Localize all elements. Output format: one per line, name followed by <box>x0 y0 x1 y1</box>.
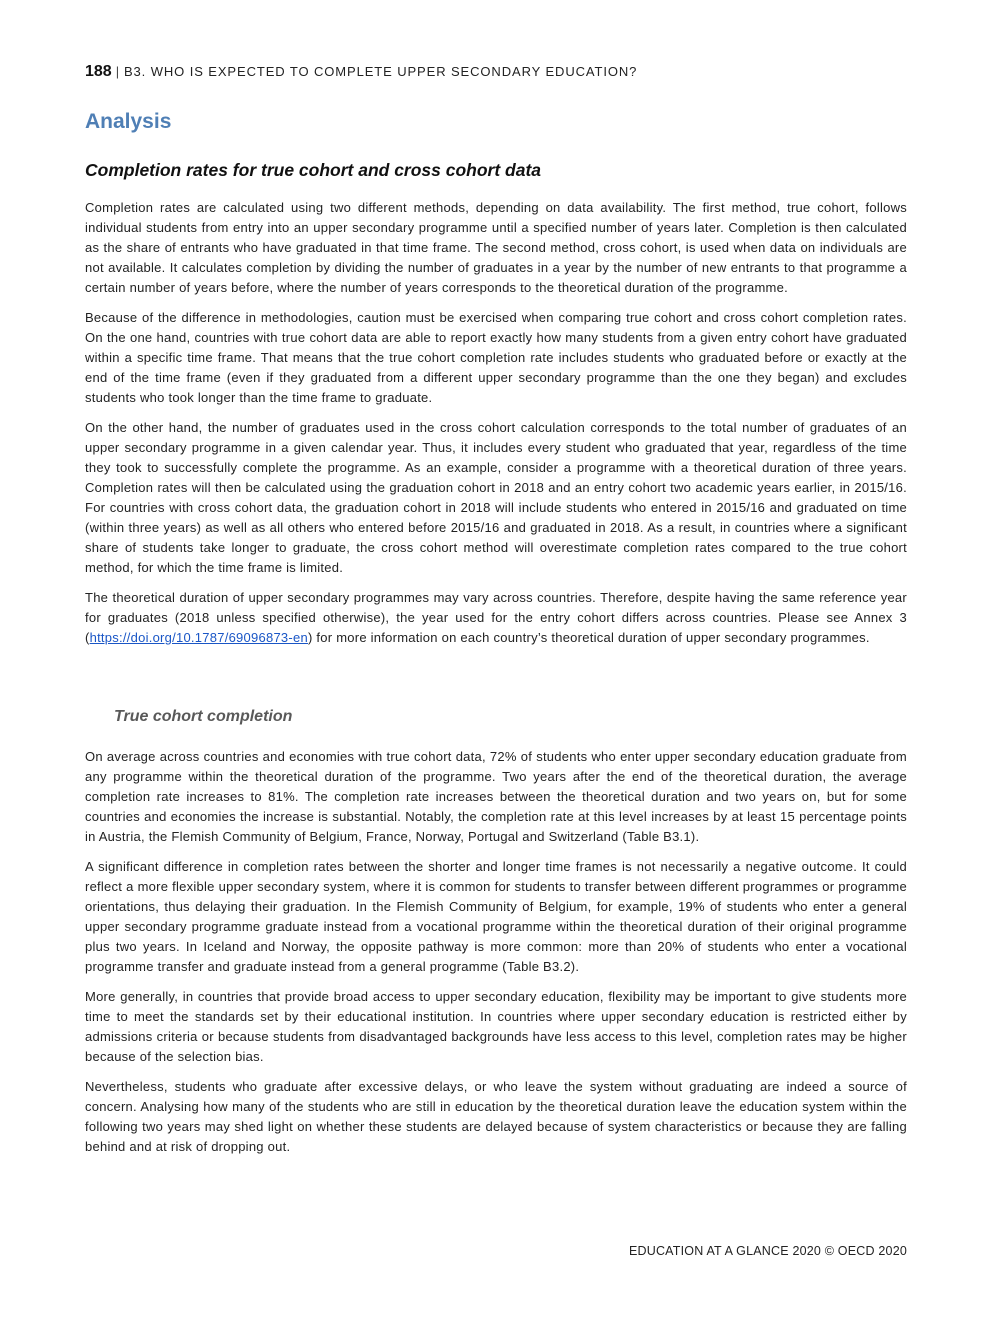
subheading-completion-rates: Completion rates for true cohort and cross cohort data <box>85 160 542 180</box>
paragraph: On average across countries and economies with true cohort data, 72% of students who enter upper secondary education graduate from any programme within the theoretical duration of the programme. Two years after the end of the theoretical duration, the average completion rate increases to 81%. The completion rate increases between the theoretical duration and two years on, but for some countries and economies the increase is substantial. Notably, the completion rate at this level increases by at least 15 percentage points in Austria, the Flemish Community of Belgium, France, Norway, Portugal and Switzerland (Table B3.1). <box>85 749 907 844</box>
chapter-title: B3. WHO IS EXPECTED TO COMPLETE UPPER SECONDARY EDUCATION? <box>123 64 638 79</box>
true-cohort-text-block <box>85 747 907 1167</box>
paragraph: Nevertheless, students who graduate after excessive delays, or who leave the system without graduating are indeed a source of concern. Analysing how many of the students who are still in education by the theoretical duration leave the education system within the following two years may shed light on whether these students are delayed because of system characteristics or because they are falling behind and at risk of dropping out. <box>85 1079 907 1154</box>
paragraph <box>85 588 907 648</box>
page-footer: EDUCATION AT A GLANCE 2020 © OECD 2020 <box>628 1244 907 1258</box>
methods-text-block <box>85 198 907 658</box>
paragraph: A significant difference in completion rates between the shorter and longer time frames is not necessarily a negative outcome. It could reflect a more flexible upper secondary system, where it is common for students to transfer between different programmes or programme orientations, thus delaying their graduation. In the Flemish Community of Belgium, for example, 19% of students who enter a general upper secondary programme graduate instead from a vocational programme within the theoretical duration of their original programme plus two years. In Iceland and Norway, the opposite pathway is more common: more than 20% of students who enter a vocational programme transfer and graduate instead from a general programme (Table B3.2). <box>85 859 907 974</box>
annex-link[interactable]: https://doi.org/10.1787/69096873-en <box>89 630 308 645</box>
running-header <box>85 63 637 81</box>
paragraph: Completion rates are calculated using two different methods, depending on data availability. The first method, true cohort, follows individual students from entry into an upper secondary programme until a specified number of years later. Completion is then calculated as the share of entrants who have graduated in that time frame. The second method, cross cohort, is used when data on individuals are not available. It calculates completion by dividing the number of graduates in a year by the number of new entrants to that programme a certain number of years before, where the number of years corresponds to the theoretical duration of the programme. <box>85 200 907 295</box>
paragraph: Because of the difference in methodologies, caution must be exercised when comparing true cohort and cross cohort completion rates. On the one hand, countries with true cohort data are able to report exactly how many students from a given entry cohort have graduated within a specific time frame. That means that the true cohort completion rate includes students who graduated before or exactly at the end of the time frame (even if they graduated from a different upper secondary programme than the one they began) and excludes students who took longer than the time frame to graduate. <box>85 310 907 405</box>
paragraph-text: ) for more information on each country’s theoretical duration of upper secondary programmes. <box>307 630 870 645</box>
subheading-true-cohort: True cohort completion <box>114 708 293 725</box>
header-separator: | <box>115 64 120 79</box>
page-number: 188 <box>85 63 112 80</box>
paragraph: On the other hand, the number of graduates used in the cross cohort calculation corresponds to the total number of graduates of an upper secondary programme in a given calendar year. Thus, it includes every student who graduated that year, regardless of the time they took to successfully complete the programme. As an example, consider a programme with a theoretical duration of three years. Completion rates will then be calculated using the graduation cohort in 2018 and an entry cohort two academic years earlier, in 2015/16. For countries with cross cohort data, the graduation cohort in 2018 will include students who entered in 2015/16 and graduated on time (within three years) as well as all others who entered before 2015/16 and graduated in 2018. As a result, in countries where a significant share of students take longer to graduate, the cross cohort method will overestimate completion rates compared to the true cohort method, for which the time frame is limited. <box>85 420 907 575</box>
paragraph: More generally, in countries that provide broad access to upper secondary education, flexibility may be important to give students more time to meet the standards set by their educational institution. In countries where upper secondary education is restricted either by admissions criteria or because students from disadvantaged backgrounds have less access to this level, completion rates may be higher because of the selection bias. <box>85 989 907 1064</box>
section-heading-analysis: Analysis <box>85 110 172 133</box>
paragraph-text: The theoretical duration of upper secondary programmes may vary across countries. Therefore, despite having the same reference year for graduates (2018 unless specified otherwise), the year used for the entry cohort differs across countries. Please see Annex 3 ( <box>85 590 907 645</box>
